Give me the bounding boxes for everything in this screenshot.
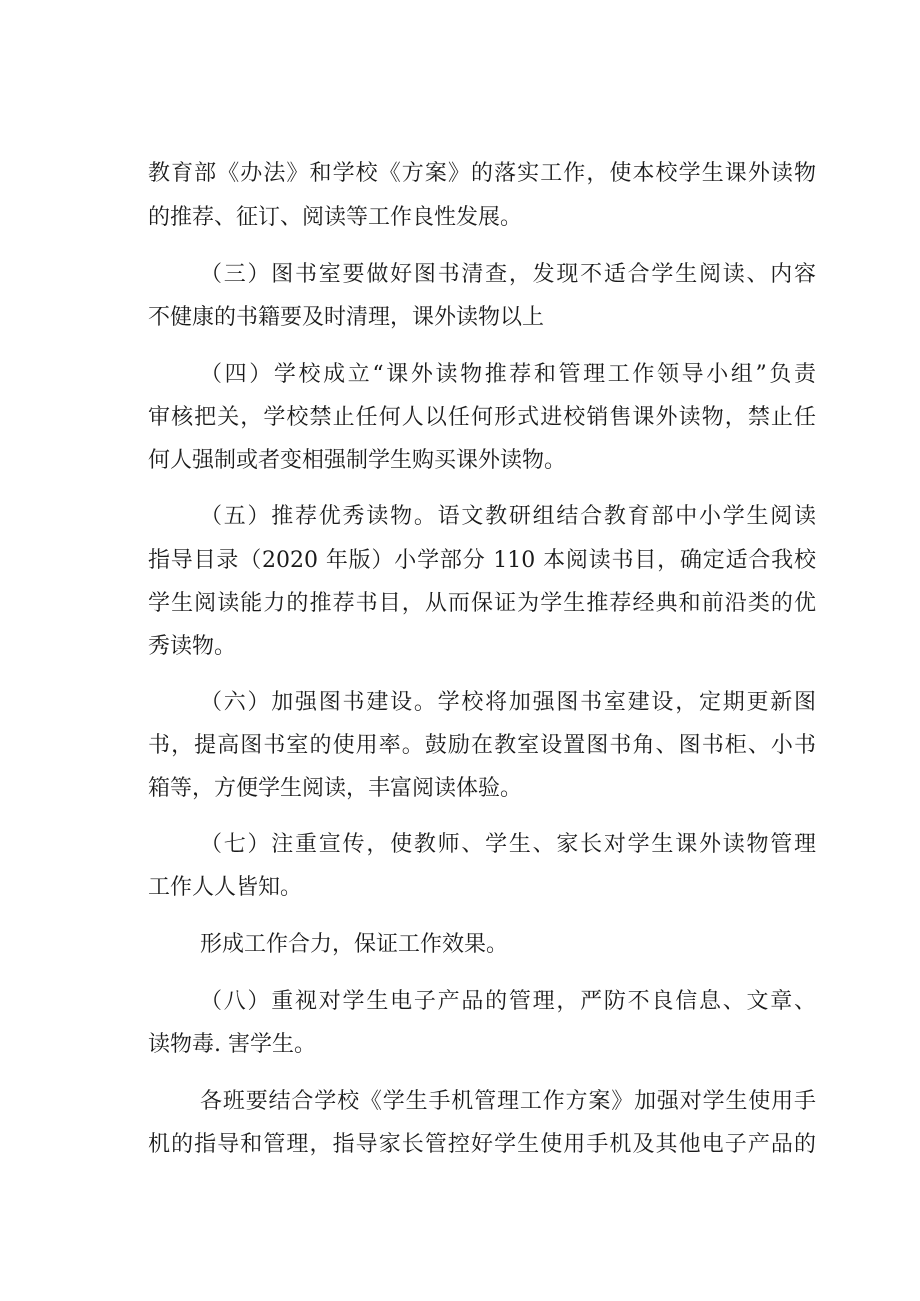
text-line: 指导目录（2020 年版）小学部分 110 本阅读书目，确定适合我校 — [148, 548, 816, 573]
text-line: 教育部《办法》和学校《方案》的落实工作，使本校学生课外读物 — [148, 161, 816, 186]
text-line: （三）图书室要做好图书清查，发现不适合学生阅读、内容 — [200, 262, 816, 287]
text-line: 何人强制或者变相强制学生购买课外读物。 — [148, 448, 567, 473]
text-line: 形成工作合力，保证工作效果。 — [200, 932, 509, 957]
text-line: 书，提高图书室的使用率。鼓励在教室设置图书角、图书柜、小书 — [148, 733, 816, 758]
text-line: （六）加强图书建设。学校将加强图书室建设，定期更新图 — [200, 690, 816, 715]
text-line: 的推荐、征订、阅读等工作良性发展。 — [148, 205, 523, 230]
text-line: 工作人人皆知。 — [148, 875, 303, 900]
text-line: 不健康的书籍要及时清理，课外读物以上 — [148, 305, 545, 330]
text-line: 学生阅读能力的推荐书目，从而保证为学生推荐经典和前沿类的优 — [148, 591, 816, 616]
text-line: 秀读物。 — [148, 634, 237, 659]
text-line: 各班要结合学校《学生手机管理工作方案》加强对学生使用手 — [200, 1089, 816, 1114]
text-line: 审核把关，学校禁止任何人以任何形式进校销售课外读物，禁止任 — [148, 405, 816, 430]
text-line: 机的指导和管理，指导家长管控好学生使用手机及其他电子产品的 — [148, 1132, 816, 1157]
text-line: 箱等，方便学生阅读，丰富阅读体验。 — [148, 776, 523, 801]
text-line: （五）推荐优秀读物。语文教研组结合教育部中小学生阅读 — [200, 504, 816, 529]
text-line: 读物毒. 害学生。 — [148, 1032, 316, 1057]
text-line: （四）学校成立“课外读物推荐和管理工作领导小组”负责 — [200, 362, 816, 387]
text-line: （八）重视对学生电子产品的管理，严防不良信息、文章、 — [200, 989, 816, 1014]
text-line: （七）注重宣传，使教师、学生、家长对学生课外读物管理 — [200, 832, 816, 857]
